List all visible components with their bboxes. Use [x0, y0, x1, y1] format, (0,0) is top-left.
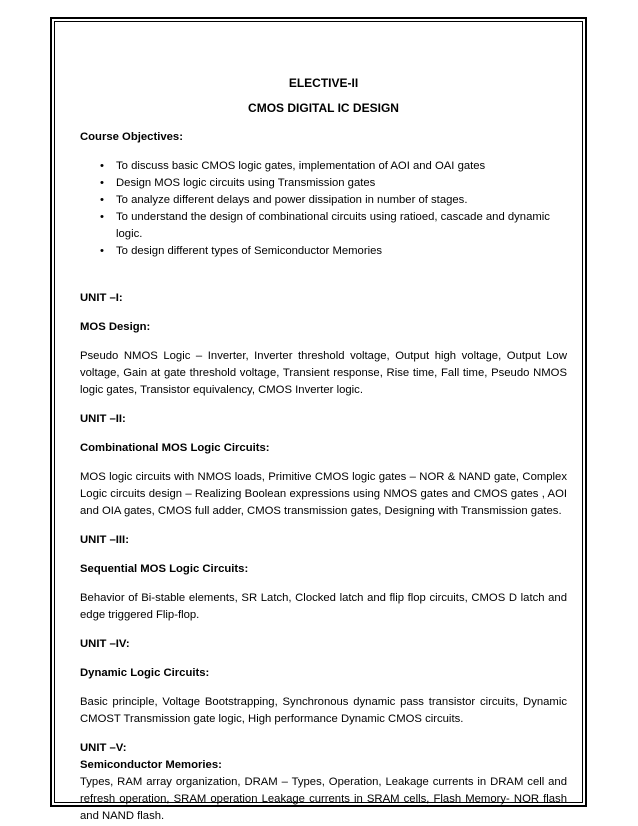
unit-4-body: Basic principle, Voltage Bootstrapping, Synchronous dynamic pass transistor circuits, Dynamic CMOST Transmission gate logic, High performance Dynamic CMOS circuits. [80, 696, 567, 725]
bullet-icon: • [100, 177, 104, 189]
unit-5-title: Semiconductor Memories: [80, 759, 222, 771]
unit-2-title: Combinational MOS Logic Circuits: [80, 442, 270, 454]
document-body [80, 75, 567, 825]
course-title: CMOS DIGITAL IC DESIGN [248, 101, 399, 115]
unit-2-label: UNIT –II: [80, 413, 126, 425]
unit-3-body: Behavior of Bi-stable elements, SR Latch, Clocked latch and flip flop circuits, CMOS D latch and edge triggered Flip-flop. [80, 592, 567, 621]
objectives-list [80, 158, 567, 260]
unit-4-label: UNIT –IV: [80, 638, 130, 650]
unit-3-label: UNIT –III: [80, 534, 129, 546]
list-item: • Design MOS logic circuits using Transmission gates [80, 175, 567, 192]
unit-4-title: Dynamic Logic Circuits: [80, 667, 210, 679]
bullet-icon: • [100, 245, 104, 257]
list-item: • To understand the design of combinational circuits using ratioed, cascade and dynamic logic. [100, 211, 550, 240]
list-item: • To design different types of Semiconductor Memories [80, 243, 567, 260]
list-item: • To analyze different delays and power dissipation in number of stages. [80, 192, 567, 209]
bullet-icon: • [100, 211, 104, 223]
bullet-icon: • [100, 160, 104, 172]
unit-1-body: Pseudo NMOS Logic – Inverter, Inverter threshold voltage, Output high voltage, Output Low voltage, Gain at gate threshold voltage, Transient response, Rise time, Fall time, Pseudo NMOS logic gates, Transistor equivalency, CMOS Inverter logic. [80, 350, 567, 396]
unit-2-body: MOS logic circuits with NMOS loads, Primitive CMOS logic gates – NOR & NAND gate, Complex Logic circuits design – Realizing Boolean expressions using NMOS gates and CMOS gates , AOI and OIA gates, CMOS full adder, CMOS transmission gates, Designing with Transmission gates. [80, 471, 567, 517]
unit-3-title: Sequential MOS Logic Circuits: [80, 563, 249, 575]
unit-1-title: MOS Design: [80, 321, 151, 333]
list-item: • To discuss basic CMOS logic gates, implementation of AOI and OAI gates [80, 158, 567, 175]
course-objectives-heading: Course Objectives: [80, 131, 183, 143]
elective-title: ELECTIVE-II [288, 76, 359, 90]
unit-5-label: UNIT –V: [80, 742, 127, 754]
unit-5-body: Types, RAM array organization, DRAM – Types, Operation, Leakage currents in DRAM cell and refresh operation, SRAM operation Leakage currents in SRAM cells, Flash Memory- NOR flash and NAND flash. [80, 776, 567, 822]
bullet-icon: • [100, 194, 104, 206]
unit-1-label: UNIT –I: [80, 292, 123, 304]
